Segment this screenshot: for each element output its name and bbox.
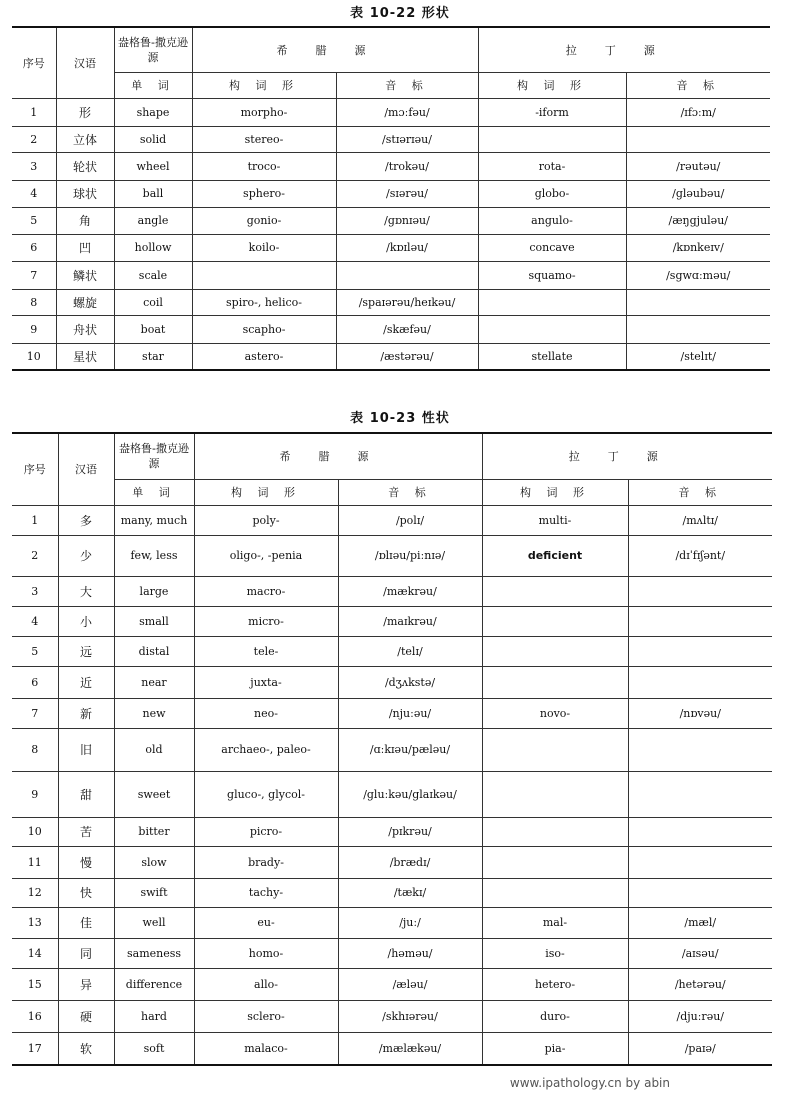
cell-number: 4 bbox=[12, 180, 56, 207]
cell-chinese: 同 bbox=[58, 938, 114, 968]
header-latin: 拉丁源 bbox=[482, 433, 772, 479]
cell-english-word: sweet bbox=[114, 771, 194, 817]
cell-english-word: near bbox=[114, 666, 194, 698]
cell-latin-form: -iform bbox=[478, 98, 626, 126]
cell-number: 5 bbox=[12, 636, 58, 666]
table-23-caption: 表 10-23 性状 bbox=[350, 411, 450, 426]
cell-greek-phonetic: /maɪkrəu/ bbox=[338, 606, 482, 636]
cell-latin-form: duro- bbox=[482, 1000, 628, 1032]
table-row bbox=[12, 98, 770, 126]
cell-number: 10 bbox=[12, 343, 56, 370]
cell-number: 14 bbox=[12, 938, 58, 968]
cell-latin-phonetic bbox=[628, 636, 772, 666]
header-latin-phonetic: 音 标 bbox=[626, 72, 770, 98]
watermark: www.ipathology.cn by abin bbox=[509, 1076, 670, 1090]
header-greek-phonetic: 音 标 bbox=[336, 72, 478, 98]
table-row bbox=[12, 846, 772, 878]
table-row bbox=[12, 152, 770, 180]
cell-latin-form bbox=[478, 315, 626, 343]
cell-latin-form bbox=[482, 636, 628, 666]
table-row bbox=[12, 968, 772, 1000]
cell-chinese: 硬 bbox=[58, 1000, 114, 1032]
cell-number: 15 bbox=[12, 968, 58, 1000]
header-word: 单 词 bbox=[114, 72, 192, 98]
cell-latin-form: pia- bbox=[482, 1032, 628, 1065]
cell-greek-form: tele- bbox=[194, 636, 338, 666]
cell-latin-form: concave bbox=[478, 234, 626, 261]
table-row bbox=[12, 771, 772, 817]
cell-greek-form: scapho- bbox=[192, 315, 336, 343]
cell-chinese: 鳞状 bbox=[56, 261, 114, 289]
cell-latin-phonetic bbox=[628, 728, 772, 771]
cell-latin-phonetic: /gləubəu/ bbox=[626, 180, 770, 207]
cell-number: 6 bbox=[12, 234, 56, 261]
header-latin-phonetic: 音 标 bbox=[628, 479, 772, 505]
cell-greek-phonetic: /stɪərɪəu/ bbox=[336, 126, 478, 152]
cell-number: 8 bbox=[12, 289, 56, 315]
table-row bbox=[12, 1000, 772, 1032]
cell-chinese: 凹 bbox=[56, 234, 114, 261]
cell-english-word: hollow bbox=[114, 234, 192, 261]
cell-number: 12 bbox=[12, 878, 58, 907]
header-word: 单 词 bbox=[114, 479, 194, 505]
cell-greek-form: eu- bbox=[194, 907, 338, 938]
cell-chinese: 球状 bbox=[56, 180, 114, 207]
cell-chinese: 小 bbox=[58, 606, 114, 636]
cell-greek-form: oligo-, -penia bbox=[194, 535, 338, 576]
cell-greek-form: morpho- bbox=[192, 98, 336, 126]
cell-chinese: 近 bbox=[58, 666, 114, 698]
cell-greek-phonetic: /ɑːkɪəu/pæləu/ bbox=[338, 728, 482, 771]
cell-chinese: 角 bbox=[56, 207, 114, 234]
table-row bbox=[12, 343, 770, 370]
cell-greek-phonetic: /mɔːfəu/ bbox=[336, 98, 478, 126]
cell-latin-phonetic: /æŋgjuləu/ bbox=[626, 207, 770, 234]
cell-english-word: slow bbox=[114, 846, 194, 878]
cell-latin-form: globo- bbox=[478, 180, 626, 207]
cell-chinese: 佳 bbox=[58, 907, 114, 938]
cell-latin-phonetic: /aɪsəu/ bbox=[628, 938, 772, 968]
cell-latin-phonetic bbox=[628, 846, 772, 878]
table-row bbox=[12, 126, 770, 152]
table-row bbox=[12, 576, 772, 606]
table-22-caption: 表 10-22 形状 bbox=[350, 6, 450, 21]
cell-number: 5 bbox=[12, 207, 56, 234]
table-row bbox=[12, 666, 772, 698]
cell-latin-phonetic: /mæl/ bbox=[628, 907, 772, 938]
cell-latin-form: angulo- bbox=[478, 207, 626, 234]
cell-english-word: old bbox=[114, 728, 194, 771]
cell-latin-form bbox=[482, 878, 628, 907]
cell-english-word: boat bbox=[114, 315, 192, 343]
cell-latin-form bbox=[482, 666, 628, 698]
cell-greek-form: gluco-, glycol- bbox=[194, 771, 338, 817]
table-row bbox=[12, 817, 772, 846]
cell-number: 1 bbox=[12, 505, 58, 535]
header-greek-form: 构 词 形 bbox=[192, 72, 336, 98]
cell-greek-form: neo- bbox=[194, 698, 338, 728]
cell-greek-form: astero- bbox=[192, 343, 336, 370]
cell-chinese: 大 bbox=[58, 576, 114, 606]
cell-greek-phonetic: /ɒlɪəu/piːnɪə/ bbox=[338, 535, 482, 576]
cell-number: 17 bbox=[12, 1032, 58, 1065]
cell-greek-phonetic: /skhɪərəu/ bbox=[338, 1000, 482, 1032]
cell-chinese: 多 bbox=[58, 505, 114, 535]
cell-chinese: 形 bbox=[56, 98, 114, 126]
header-latin: 拉丁源 bbox=[478, 27, 770, 72]
table-row bbox=[12, 878, 772, 907]
cell-latin-phonetic: /nɒvəu/ bbox=[628, 698, 772, 728]
cell-greek-form: homo- bbox=[194, 938, 338, 968]
cell-greek-form: archaeo-, paleo- bbox=[194, 728, 338, 771]
cell-english-word: large bbox=[114, 576, 194, 606]
cell-greek-form: brady- bbox=[194, 846, 338, 878]
header-latin-form: 构 词 形 bbox=[478, 72, 626, 98]
table-row bbox=[12, 907, 772, 938]
header-anglo-saxon: 盎格鲁-撒克逊源 bbox=[114, 27, 192, 72]
cell-chinese: 软 bbox=[58, 1032, 114, 1065]
table-row bbox=[12, 606, 772, 636]
cell-number: 10 bbox=[12, 817, 58, 846]
cell-number: 4 bbox=[12, 606, 58, 636]
cell-english-word: star bbox=[114, 343, 192, 370]
cell-greek-form: troco- bbox=[192, 152, 336, 180]
cell-latin-form bbox=[482, 728, 628, 771]
cell-english-word: small bbox=[114, 606, 194, 636]
cell-greek-form: tachy- bbox=[194, 878, 338, 907]
cell-greek-phonetic: /spaɪərəu/heɪkəu/ bbox=[336, 289, 478, 315]
cell-greek-form: gonio- bbox=[192, 207, 336, 234]
cell-greek-form: juxta- bbox=[194, 666, 338, 698]
cell-latin-phonetic bbox=[628, 771, 772, 817]
cell-latin-form bbox=[482, 771, 628, 817]
cell-greek-phonetic: /trokəu/ bbox=[336, 152, 478, 180]
cell-english-word: distal bbox=[114, 636, 194, 666]
header-greek-form: 构 词 形 bbox=[194, 479, 338, 505]
table-row bbox=[12, 315, 770, 343]
cell-greek-phonetic bbox=[336, 261, 478, 289]
cell-english-word: bitter bbox=[114, 817, 194, 846]
cell-greek-phonetic: /polɪ/ bbox=[338, 505, 482, 535]
cell-chinese: 快 bbox=[58, 878, 114, 907]
cell-english-word: few, less bbox=[114, 535, 194, 576]
header-anglo-saxon: 盎格鲁-撒克逊源 bbox=[114, 433, 194, 479]
cell-greek-form: allo- bbox=[194, 968, 338, 1000]
table-row bbox=[12, 207, 770, 234]
cell-latin-form: mal- bbox=[482, 907, 628, 938]
cell-chinese: 少 bbox=[58, 535, 114, 576]
cell-latin-phonetic bbox=[628, 666, 772, 698]
cell-latin-phonetic bbox=[628, 576, 772, 606]
cell-latin-phonetic: /kɒnkeɪv/ bbox=[626, 234, 770, 261]
cell-greek-phonetic: /gɒnɪəu/ bbox=[336, 207, 478, 234]
cell-number: 16 bbox=[12, 1000, 58, 1032]
cell-latin-phonetic: /dɪˈfɪʃənt/ bbox=[628, 535, 772, 576]
table-row bbox=[12, 698, 772, 728]
cell-english-word: hard bbox=[114, 1000, 194, 1032]
cell-greek-form: sphero- bbox=[192, 180, 336, 207]
cell-english-word: many, much bbox=[114, 505, 194, 535]
cell-number: 9 bbox=[12, 315, 56, 343]
cell-latin-form: deficient bbox=[482, 535, 628, 576]
cell-greek-form bbox=[192, 261, 336, 289]
cell-greek-phonetic: /kɒɪləu/ bbox=[336, 234, 478, 261]
cell-latin-phonetic: /hetərəu/ bbox=[628, 968, 772, 1000]
cell-chinese: 旧 bbox=[58, 728, 114, 771]
cell-latin-phonetic: /sgwɑːməu/ bbox=[626, 261, 770, 289]
shape-table bbox=[12, 26, 770, 371]
cell-latin-phonetic: /rəutəu/ bbox=[626, 152, 770, 180]
cell-english-word: shape bbox=[114, 98, 192, 126]
table-row bbox=[12, 505, 772, 535]
cell-chinese: 新 bbox=[58, 698, 114, 728]
header-no: 序号 bbox=[12, 433, 58, 505]
cell-chinese: 苦 bbox=[58, 817, 114, 846]
table-row bbox=[12, 261, 770, 289]
cell-number: 13 bbox=[12, 907, 58, 938]
cell-greek-phonetic: /dʒʌkstə/ bbox=[338, 666, 482, 698]
cell-chinese: 异 bbox=[58, 968, 114, 1000]
cell-greek-form: spiro-, helico- bbox=[192, 289, 336, 315]
cell-latin-form: rota- bbox=[478, 152, 626, 180]
cell-greek-phonetic: /brædɪ/ bbox=[338, 846, 482, 878]
cell-number: 7 bbox=[12, 698, 58, 728]
cell-greek-phonetic: /æstərəu/ bbox=[336, 343, 478, 370]
cell-number: 8 bbox=[12, 728, 58, 771]
header-no: 序号 bbox=[12, 27, 56, 98]
header-greek: 希腊源 bbox=[192, 27, 478, 72]
cell-greek-phonetic: /həməu/ bbox=[338, 938, 482, 968]
cell-latin-form: multi- bbox=[482, 505, 628, 535]
cell-chinese: 星状 bbox=[56, 343, 114, 370]
cell-latin-phonetic: /mʌltɪ/ bbox=[628, 505, 772, 535]
cell-chinese: 螺旋 bbox=[56, 289, 114, 315]
cell-english-word: angle bbox=[114, 207, 192, 234]
cell-english-word: soft bbox=[114, 1032, 194, 1065]
cell-english-word: ball bbox=[114, 180, 192, 207]
cell-latin-form bbox=[482, 846, 628, 878]
cell-greek-phonetic: /gluːkəu/glaɪkəu/ bbox=[338, 771, 482, 817]
cell-latin-form: iso- bbox=[482, 938, 628, 968]
cell-english-word: scale bbox=[114, 261, 192, 289]
cell-greek-form: picro- bbox=[194, 817, 338, 846]
cell-english-word: wheel bbox=[114, 152, 192, 180]
header-latin-form: 构 词 形 bbox=[482, 479, 628, 505]
cell-english-word: solid bbox=[114, 126, 192, 152]
cell-greek-form: macro- bbox=[194, 576, 338, 606]
header-chinese: 汉语 bbox=[56, 27, 114, 98]
cell-greek-phonetic: /sɪərəu/ bbox=[336, 180, 478, 207]
cell-number: 6 bbox=[12, 666, 58, 698]
cell-chinese: 立体 bbox=[56, 126, 114, 152]
cell-chinese: 慢 bbox=[58, 846, 114, 878]
cell-greek-form: poly- bbox=[194, 505, 338, 535]
table-row bbox=[12, 535, 772, 576]
table-row bbox=[12, 636, 772, 666]
cell-chinese: 轮状 bbox=[56, 152, 114, 180]
cell-latin-phonetic: /ɪfɔːm/ bbox=[626, 98, 770, 126]
cell-greek-phonetic: /telɪ/ bbox=[338, 636, 482, 666]
cell-number: 2 bbox=[12, 535, 58, 576]
cell-latin-form bbox=[482, 817, 628, 846]
cell-greek-phonetic: /pɪkrəu/ bbox=[338, 817, 482, 846]
cell-greek-phonetic: /mækrəu/ bbox=[338, 576, 482, 606]
cell-latin-phonetic bbox=[628, 878, 772, 907]
cell-latin-phonetic: /stelɪt/ bbox=[626, 343, 770, 370]
table-row bbox=[12, 180, 770, 207]
cell-latin-phonetic: /djuːrəu/ bbox=[628, 1000, 772, 1032]
cell-greek-phonetic: /mælækəu/ bbox=[338, 1032, 482, 1065]
cell-english-word: difference bbox=[114, 968, 194, 1000]
header-greek-phonetic: 音 标 bbox=[338, 479, 482, 505]
cell-latin-form: stellate bbox=[478, 343, 626, 370]
cell-latin-form bbox=[478, 289, 626, 315]
cell-latin-form: squamo- bbox=[478, 261, 626, 289]
table-row bbox=[12, 289, 770, 315]
cell-greek-phonetic: /æləu/ bbox=[338, 968, 482, 1000]
cell-english-word: sameness bbox=[114, 938, 194, 968]
cell-number: 1 bbox=[12, 98, 56, 126]
cell-greek-phonetic: /skæfəu/ bbox=[336, 315, 478, 343]
cell-latin-phonetic bbox=[628, 606, 772, 636]
cell-number: 3 bbox=[12, 576, 58, 606]
cell-greek-form: micro- bbox=[194, 606, 338, 636]
table-row bbox=[12, 728, 772, 771]
cell-greek-phonetic: /juː/ bbox=[338, 907, 482, 938]
cell-english-word: well bbox=[114, 907, 194, 938]
cell-latin-phonetic: /paɪə/ bbox=[628, 1032, 772, 1065]
cell-number: 11 bbox=[12, 846, 58, 878]
cell-greek-form: sclero- bbox=[194, 1000, 338, 1032]
cell-latin-phonetic bbox=[626, 289, 770, 315]
cell-latin-form: hetero- bbox=[482, 968, 628, 1000]
cell-latin-form bbox=[482, 606, 628, 636]
cell-number: 7 bbox=[12, 261, 56, 289]
cell-latin-phonetic bbox=[626, 126, 770, 152]
cell-greek-phonetic: /njuːəu/ bbox=[338, 698, 482, 728]
cell-latin-phonetic bbox=[626, 315, 770, 343]
cell-greek-form: koilo- bbox=[192, 234, 336, 261]
header-greek: 希腊源 bbox=[194, 433, 482, 479]
cell-latin-phonetic bbox=[628, 817, 772, 846]
cell-english-word: new bbox=[114, 698, 194, 728]
header-chinese: 汉语 bbox=[58, 433, 114, 505]
cell-chinese: 舟状 bbox=[56, 315, 114, 343]
cell-greek-form: malaco- bbox=[194, 1032, 338, 1065]
cell-number: 2 bbox=[12, 126, 56, 152]
table-row bbox=[12, 1032, 772, 1065]
cell-chinese: 远 bbox=[58, 636, 114, 666]
cell-greek-phonetic: /tækɪ/ bbox=[338, 878, 482, 907]
cell-latin-form: novo- bbox=[482, 698, 628, 728]
cell-number: 3 bbox=[12, 152, 56, 180]
table-row bbox=[12, 234, 770, 261]
cell-chinese: 甜 bbox=[58, 771, 114, 817]
cell-english-word: coil bbox=[114, 289, 192, 315]
cell-latin-form bbox=[478, 126, 626, 152]
table-row bbox=[12, 938, 772, 968]
cell-latin-form bbox=[482, 576, 628, 606]
property-table bbox=[12, 432, 772, 1066]
cell-number: 9 bbox=[12, 771, 58, 817]
cell-english-word: swift bbox=[114, 878, 194, 907]
cell-greek-form: stereo- bbox=[192, 126, 336, 152]
